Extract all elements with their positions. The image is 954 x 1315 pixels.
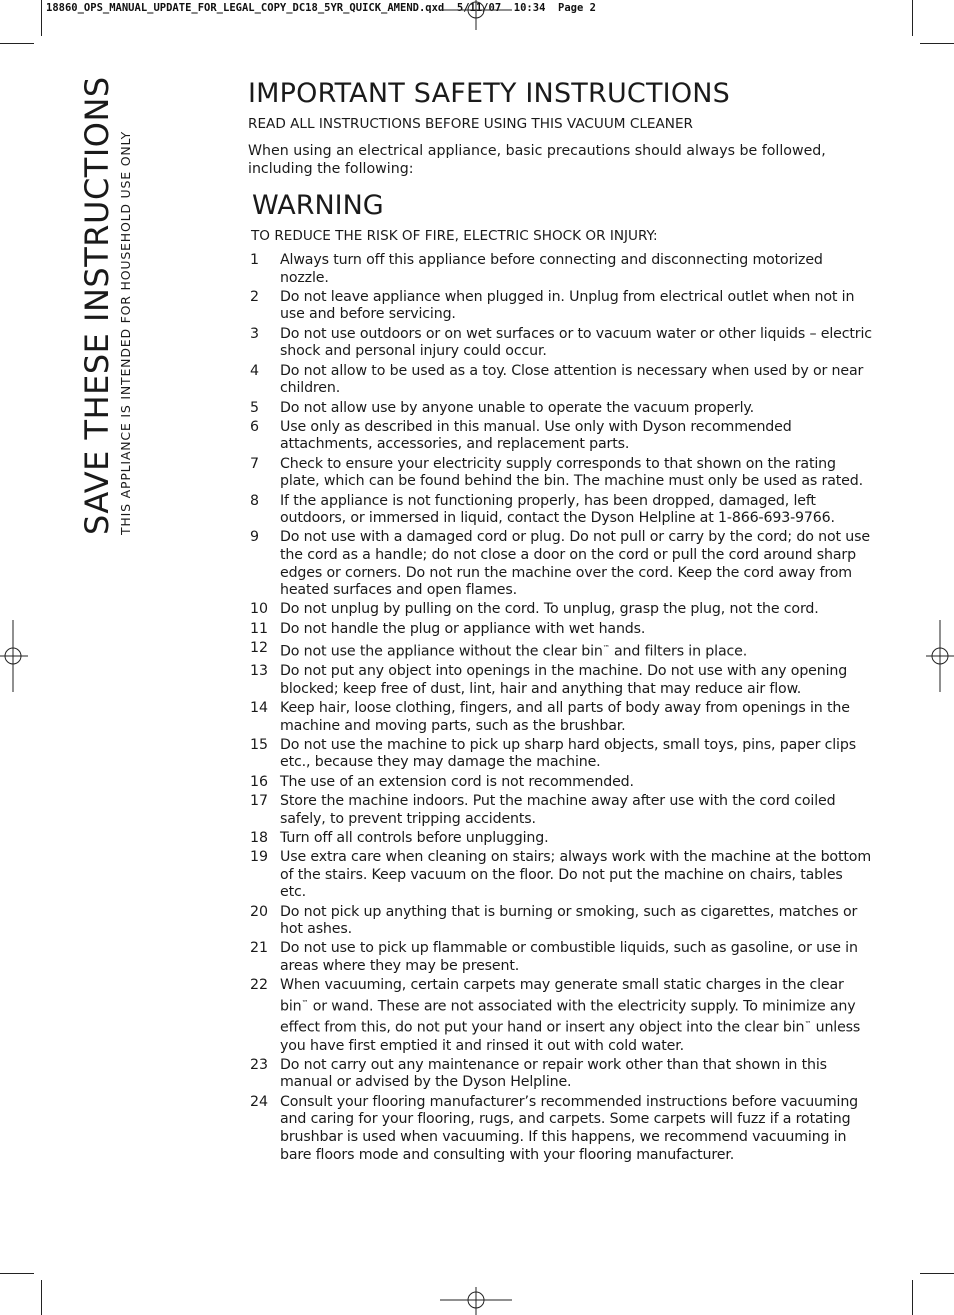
item-number: 6: [250, 418, 260, 435]
item-number: 4: [250, 362, 260, 379]
item-text: Consult your flooring manufacturer’s recommended instructions before vacuuming and caring for your flooring, rugs, and carpets. Some carpets will fuzz if a rotating brushbar is used when vacuuming. If this happens, we recommend vacuuming in bare floors mode and consulting with your flooring manufacturer.: [280, 1093, 859, 1163]
item-text: Do not leave appliance when plugged in. Unplug from electrical outlet when not in use and before servicing.: [280, 288, 855, 323]
item-text: Keep hair, loose clothing, fingers, and all parts of body away from openings in the machine and moving parts, such as the brushbar.: [280, 699, 850, 734]
list-item: [250, 326, 872, 361]
warning-subtitle: TO REDUCE THE RISK OF FIRE, ELECTRIC SHOCK OR INJURY:: [251, 228, 658, 244]
list-item: [250, 663, 872, 698]
registration-mark-bottom: [440, 1287, 512, 1315]
item-number: 19: [250, 849, 269, 866]
item-text: Do not allow to be used as a toy. Close attention is necessary when used by or near children.: [280, 362, 864, 397]
list-item: [250, 621, 872, 639]
read-instructions-subhead: READ ALL INSTRUCTIONS BEFORE USING THIS VACUUM CLEANER: [248, 116, 693, 132]
item-number: 15: [250, 736, 269, 753]
item-number: 8: [250, 492, 260, 509]
item-number: 9: [250, 529, 260, 546]
item-text: Store the machine indoors. Put the machine away after use with the cord coiled safely, to prevent tripping accidents.: [280, 792, 836, 827]
item-number: 18: [250, 829, 269, 846]
item-number: 17: [250, 792, 269, 809]
item-number: 23: [250, 1056, 269, 1073]
list-item: [250, 774, 872, 792]
list-item: [250, 640, 872, 661]
item-text: Always turn off this appliance before connecting and disconnecting motorized nozzle.: [280, 252, 823, 286]
list-item: [250, 1094, 872, 1164]
item-text: Do not use outdoors or on wet surfaces or to vacuum water or other liquids – electric shock and personal injury could occur.: [280, 325, 872, 360]
item-number: 21: [250, 940, 269, 957]
household-use-note: THIS APPLIANCE IS INTENDED FOR HOUSEHOLD USE ONLY: [118, 130, 133, 535]
item-text: Use extra care when cleaning on stairs; always work with the machine at the bottom of the stairs. Keep vacuum on the floor. Do not put the machine on chairs, tables etc.: [280, 849, 871, 901]
print-slug: 18860_OPS_MANUAL_UPDATE_FOR_LEGAL_COPY_DC18_5YR_QUICK_AMEND.qxd 5/11/07 10:34 Page 2: [46, 2, 596, 14]
list-item: [250, 793, 872, 828]
warning-title: WARNING: [252, 190, 384, 221]
item-text: Do not use to pick up flammable or combustible liquids, such as gasoline, or use in areas where they may be present.: [280, 940, 858, 975]
item-text: Check to ensure your electricity supply corresponds to that shown on the rating plate, which can be found behind the bin. The machine must only be used as rated.: [280, 455, 863, 490]
list-item: [250, 529, 872, 599]
item-number: 5: [250, 399, 260, 416]
list-item: [250, 700, 872, 735]
item-text: Do not use the appliance without the clear bin™ and filters in place.: [280, 643, 748, 660]
safety-list: [250, 252, 872, 1166]
item-text: The use of an extension cord is not recommended.: [280, 773, 634, 790]
item-text: Do not pick up anything that is burning or smoking, such as cigarettes, matches or hot ashes.: [280, 903, 858, 938]
list-item: [250, 940, 872, 975]
item-text: If the appliance is not functioning properly, has been dropped, damaged, left outdoors, or immersed in liquid, contact the Dyson Helpline at 1-866-693-9766.: [280, 492, 835, 527]
list-item: [250, 1057, 872, 1092]
item-number: 14: [250, 699, 269, 716]
list-item: [250, 400, 872, 418]
save-instructions-title: SAVE THESE INSTRUCTIONS: [78, 76, 116, 535]
item-number: 1: [250, 252, 260, 268]
item-number: 12: [250, 640, 269, 657]
list-item: [250, 289, 872, 324]
intro-paragraph: When using an electrical appliance, basic precautions should always be followed, including the following:: [248, 143, 826, 177]
item-text: When vacuuming, certain carpets may generate small static charges in the clear bin™ or wand. These are not associated with the electricity supply. To minimize any effect from this, do not put your hand or insert any object into the clear bin™ unless you have first emptied it and rinsed it out with cold water.: [280, 977, 861, 1054]
item-number: 7: [250, 455, 260, 472]
item-text: Do not carry out any maintenance or repair work other than that shown in this manual or advised by the Dyson Helpline.: [280, 1056, 827, 1091]
list-item: [250, 849, 872, 902]
item-text: Do not allow use by anyone unable to operate the vacuum properly.: [280, 399, 754, 416]
list-item: [250, 493, 872, 528]
side-banner: [79, 75, 139, 535]
item-number: 22: [250, 977, 269, 994]
item-number: 16: [250, 773, 269, 790]
registration-mark-top: [440, 0, 512, 30]
item-text: Do not use with a damaged cord or plug. Do not pull or carry by the cord; do not use the cord as a handle; do not close a door on the cord or pull the cord around sharp edges or corners. Do not run the machine over the cord. Keep the cord away from heated surfaces and open flames.: [280, 529, 870, 599]
list-item: [250, 419, 872, 454]
list-item: [250, 737, 872, 772]
list-item: [250, 363, 872, 398]
item-text: Turn off all controls before unplugging.: [280, 829, 549, 846]
item-number: 20: [250, 903, 269, 920]
item-number: 24: [250, 1093, 269, 1110]
item-number: 11: [250, 620, 269, 637]
item-number: 10: [250, 601, 269, 618]
list-item: [250, 252, 872, 287]
item-number: 13: [250, 663, 269, 680]
list-item: [250, 977, 872, 1055]
item-text: Do not use the machine to pick up sharp hard objects, small toys, pins, paper clips etc., because they may damage the machine.: [280, 736, 856, 771]
item-number: 3: [250, 325, 260, 342]
item-text: Do not unplug by pulling on the cord. To unplug, grasp the plug, not the cord.: [280, 601, 819, 618]
registration-mark-left: [0, 620, 28, 692]
item-text: Do not put any object into openings in the machine. Do not use with any opening blocked; keep free of dust, lint, hair and anything that may reduce air flow.: [280, 663, 848, 697]
list-item: [250, 601, 872, 619]
item-number: 2: [250, 288, 260, 305]
registration-mark-right: [926, 620, 954, 692]
page-title: IMPORTANT SAFETY INSTRUCTIONS: [248, 78, 731, 109]
item-text: Use only as described in this manual. Use only with Dyson recommended attachments, accessories, and replacement parts.: [280, 418, 792, 453]
list-item: [250, 904, 872, 939]
item-text: Do not handle the plug or appliance with wet hands.: [280, 620, 646, 637]
list-item: [250, 830, 872, 848]
list-item: [250, 456, 872, 491]
